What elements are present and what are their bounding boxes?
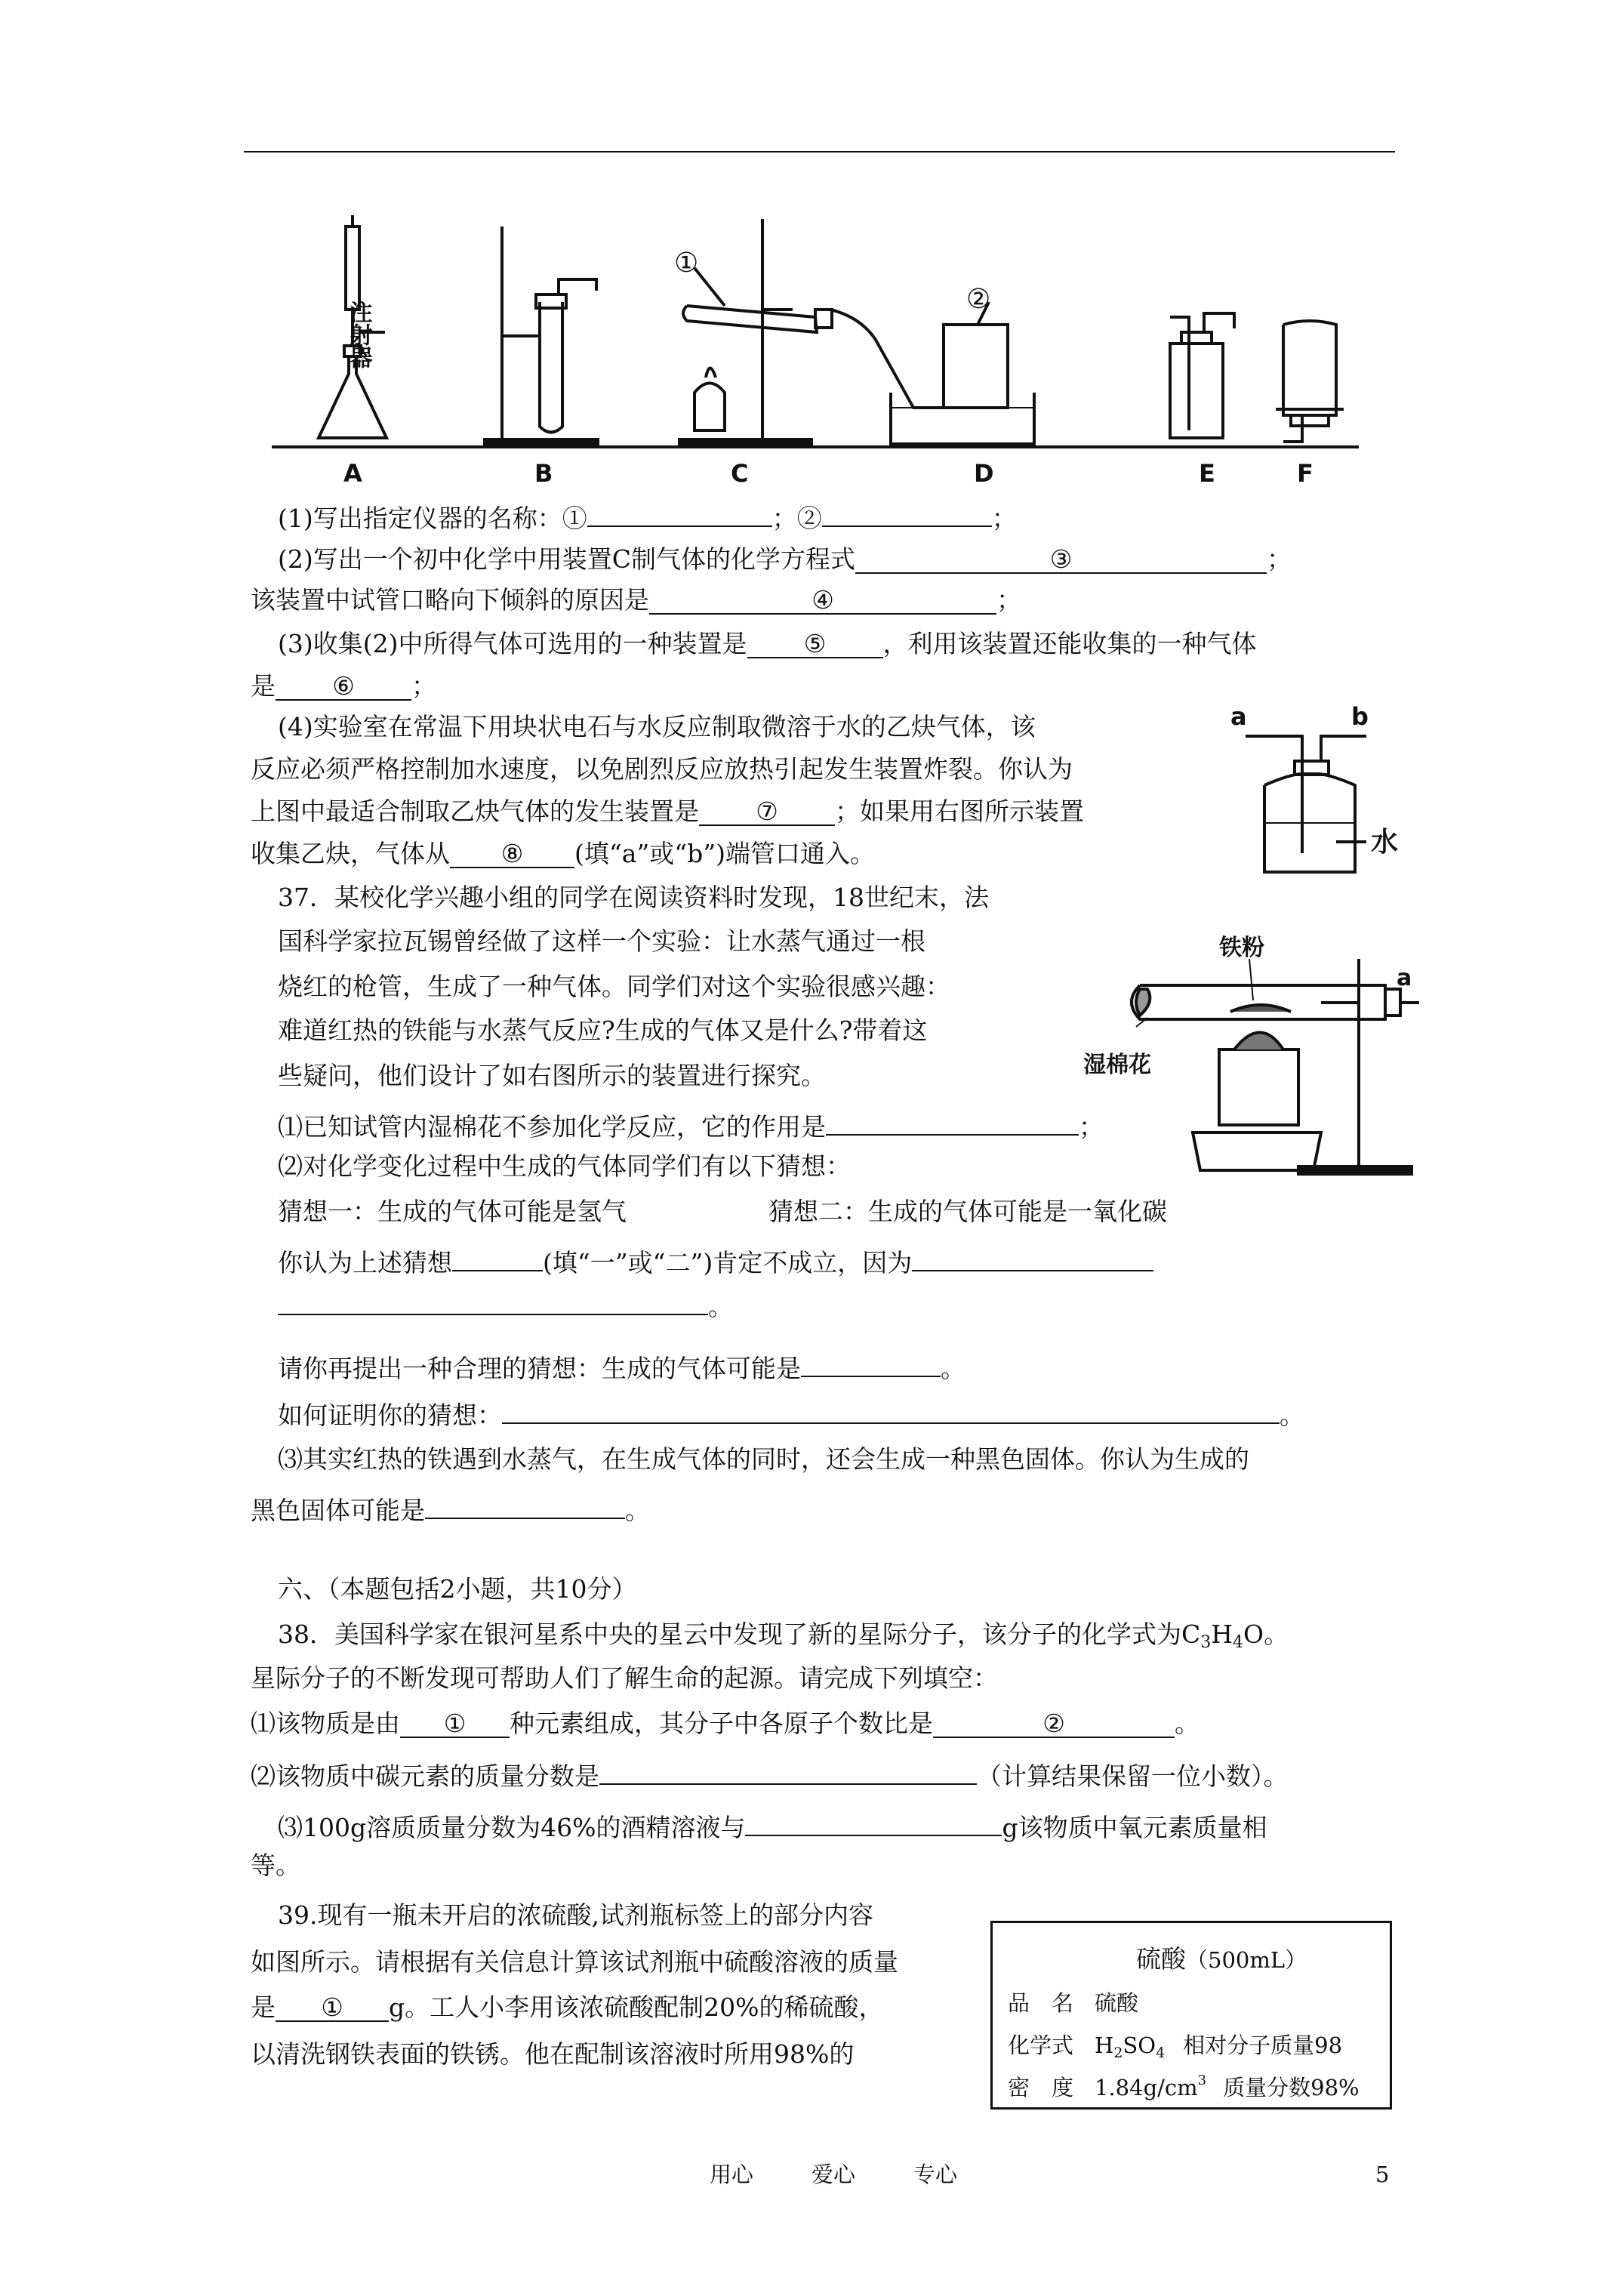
- label-e: E: [1199, 459, 1215, 488]
- q37-line-5: 些疑问，他们设计了如右图所示的装置进行探究。: [278, 1061, 826, 1090]
- q37-answer-2[interactable]: [452, 1244, 543, 1271]
- q36-line-6: (4)实验室在常温下用块状电石与水反应制取微溶于水的乙炔气体，该: [278, 712, 1036, 741]
- label-a-outlet: a: [1397, 965, 1412, 991]
- q36-line-3: 该装置中试管口略向下倾斜的原因是 ④ ；: [251, 585, 1021, 615]
- q39-line-4: 以清洗钢铁表面的铁锈。他在配制该溶液时所用98%的: [251, 2039, 855, 2069]
- q36-line-1: (1)写出指定仪器的名称：① ；② ；: [278, 500, 1017, 531]
- q36-answer-4[interactable]: ④: [649, 587, 996, 615]
- bottle-label-b: b: [1351, 702, 1369, 731]
- q36-answer-6[interactable]: ⑥: [276, 673, 411, 701]
- q38-line-4: ⑵该物质中碳元素的质量分数是 （计算结果保留一位小数）。: [251, 1758, 1289, 1789]
- q36-line-2: (2)写出一个初中化学中用装置C制气体的化学方程式 ③ ；: [278, 544, 1292, 574]
- q38-line-2: 星际分子的不断发现可帮助人们了解生命的起源。请完成下列填空：: [251, 1663, 998, 1693]
- reagent-row-formula: 化学式 $H_2SO_4$ 相对分子质量98: [1008, 2032, 1343, 2061]
- q38-answer-4[interactable]: [745, 1809, 1002, 1836]
- q37-answer-1[interactable]: [826, 1108, 1079, 1136]
- label-c: C: [731, 459, 749, 488]
- q37-line-2: 国科学家拉瓦锡曾经做了这样一个实验：让水蒸气通过一根: [278, 926, 925, 956]
- q37-line-14: 黑色固体可能是 。: [251, 1492, 650, 1523]
- label-a: A: [343, 459, 362, 488]
- q38-answer-3[interactable]: [599, 1758, 977, 1785]
- q37-line-6: ⑴已知试管内湿棉花不参加化学反应，它的作用是 ；: [278, 1108, 1104, 1139]
- apparatus-figure: [272, 211, 1397, 491]
- section-6-title: 六、（本题包括2小题，共10分）: [278, 1574, 637, 1604]
- footer-motto-1: 用心: [710, 2162, 754, 2187]
- q37-line-10: 。: [278, 1288, 733, 1319]
- q37-answer-3-cont[interactable]: [278, 1288, 708, 1315]
- page-number: 5: [1375, 2162, 1390, 2187]
- label-f: F: [1297, 459, 1313, 488]
- iron-steam-figure: [1072, 914, 1419, 1185]
- q39-line-1: 39.现有一瓶未开启的浓硫酸,试剂瓶标签上的部分内容: [278, 1900, 873, 1930]
- q39-answer-1[interactable]: ①: [276, 1995, 389, 2022]
- reagent-row-name: 品 名 硫酸: [1008, 1990, 1139, 2016]
- q36-answer-3[interactable]: ③: [855, 547, 1267, 574]
- q37-line-8b: 猜想二：生成的气体可能是一氧化碳: [768, 1197, 1167, 1226]
- q37-line-8a: 猜想一：生成的气体可能是氢气: [278, 1197, 627, 1226]
- q36-answer-7[interactable]: ⑦: [699, 799, 835, 826]
- q36-line-9: 收集乙炔，气体从 ⑧ (填“a”或“b”)端管口通入。: [251, 839, 876, 868]
- q38-line-3: ⑴该物质是由 ① 种元素组成，其分子中各原子个数比是 ② 。: [251, 1709, 1200, 1738]
- header-rule: [244, 151, 1395, 153]
- footer-motto-3: 专心: [913, 2162, 958, 2187]
- reagent-title: 硫酸（500mL）: [1136, 1944, 1307, 1974]
- q36-answer-5[interactable]: ⑤: [747, 631, 883, 658]
- mark-1: ①: [674, 248, 699, 279]
- q39-line-2: 如图所示。请根据有关信息计算该试剂瓶中硫酸溶液的质量: [251, 1947, 898, 1977]
- reagent-row-density: 密 度 $1.84g/cm^3$ 质量分数98%: [1008, 2073, 1360, 2100]
- q38-answer-1[interactable]: ①: [400, 1711, 510, 1738]
- q36-answer-1[interactable]: [587, 500, 772, 527]
- bottle-label-a: a: [1230, 702, 1247, 731]
- footer-motto-2: 爱心: [812, 2162, 856, 2187]
- label-d: D: [974, 459, 994, 488]
- q37-line-9: 你认为上述猜想 (填“一”或“二”)肯定不成立，因为: [278, 1244, 1153, 1275]
- q37-answer-3[interactable]: [912, 1244, 1153, 1271]
- q36-line-8: 上图中最适合制取乙炔气体的发生装置是 ⑦ ；如果用右图所示装置: [251, 797, 1084, 826]
- q37-line-13: ⑶其实红热的铁遇到水蒸气，在生成气体的同时，还会生成一种黑色固体。你认为生成的: [278, 1444, 1249, 1474]
- q37-line-12: 如何证明你的猜想： 。: [278, 1397, 1304, 1428]
- q37-line-3: 烧红的枪管，生成了一种气体。同学们对这个实验很感兴趣：: [278, 972, 950, 1001]
- syringe-label: 注射器: [345, 300, 372, 368]
- q37-line-7: ⑵对化学变化过程中生成的气体同学们有以下猜想：: [278, 1151, 851, 1181]
- q38-line-1: 38．美国科学家在银河星系中央的星云中发现了新的星际分子，该分子的化学式为$C_3H_4O$。: [278, 1620, 1289, 1652]
- q37-line-11: 请你再提出一种合理的猜想：生成的气体可能是 。: [278, 1350, 965, 1381]
- label-b: B: [534, 459, 553, 488]
- q38-line-6: 等。: [251, 1851, 300, 1880]
- q37-answer-4[interactable]: [801, 1350, 941, 1377]
- label-iron: 铁粉: [1219, 935, 1264, 961]
- q37-line-1: 37．某校化学兴趣小组的同学在阅读资料时发现，18世纪末，法: [278, 883, 989, 912]
- q36-line-5: 是 ⑥ ；: [251, 671, 436, 701]
- q39-line-3: 是 ① g。工人小李用该浓硫酸配制20%的稀硫酸，: [251, 1992, 884, 2022]
- q36-line-7: 反应必须严格控制加水速度，以免剧烈反应放热引起发生装置炸裂。你认为: [251, 754, 1073, 784]
- q38-answer-2[interactable]: ②: [933, 1711, 1175, 1738]
- bottle-label-water: 水: [1371, 827, 1399, 858]
- mark-2: ②: [966, 284, 991, 315]
- q37-line-4: 难道红热的铁能与水蒸气反应?生成的气体又是什么?带着这: [278, 1015, 928, 1045]
- label-cotton: 湿棉花: [1083, 1052, 1151, 1078]
- q36-answer-8[interactable]: ⑧: [450, 841, 574, 868]
- reagent-label: [990, 1921, 1392, 2110]
- gas-bottle-figure: [1223, 702, 1419, 883]
- q38-line-5: ⑶100g溶质质量分数为46%的酒精溶液与 g该物质中氧元素质量相: [278, 1809, 1267, 1840]
- q36-answer-2[interactable]: [822, 500, 992, 527]
- q36-line-4: (3)收集(2)中所得气体可选用的一种装置是 ⑤ ，利用该装置还能收集的一种气体: [278, 629, 1257, 658]
- q37-answer-6[interactable]: [425, 1492, 625, 1519]
- q37-answer-5[interactable]: [502, 1397, 1280, 1424]
